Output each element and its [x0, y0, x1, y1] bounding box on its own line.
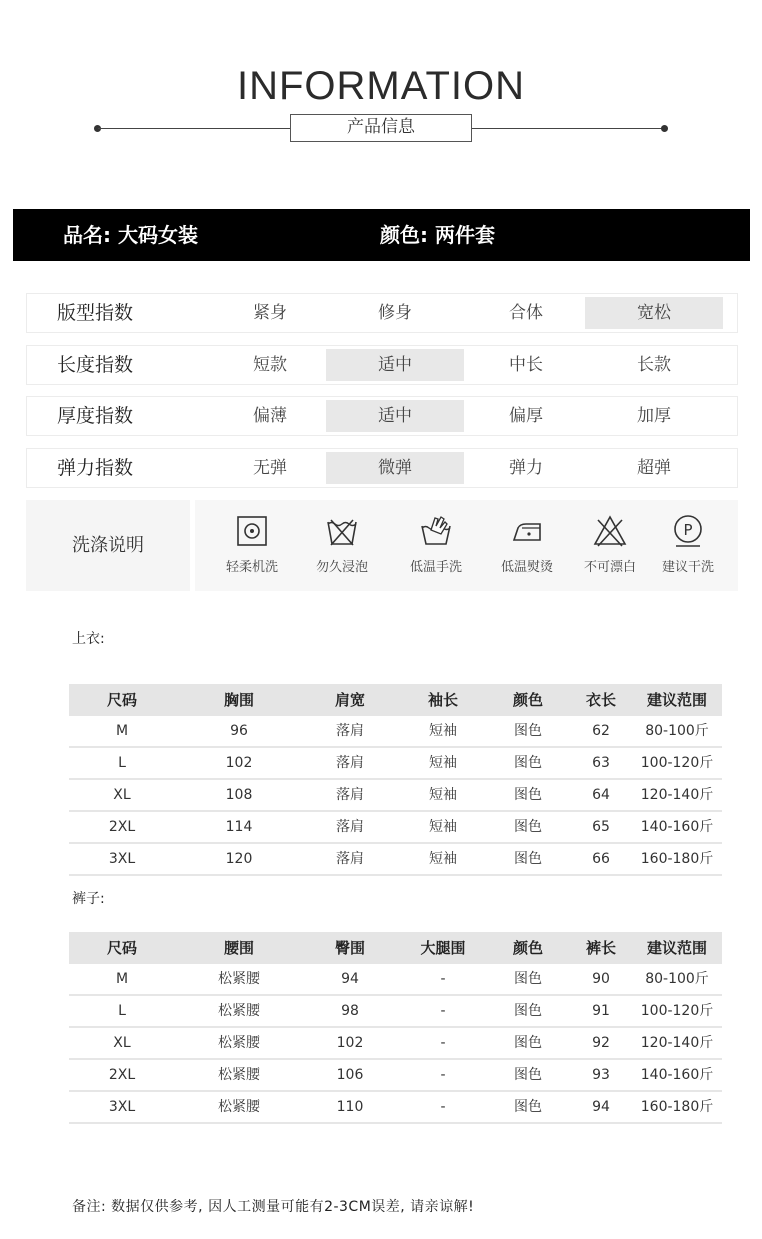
index-option-selected: 适中: [326, 400, 464, 432]
table-row: [69, 1092, 722, 1124]
index-label: 长度指数: [57, 354, 134, 376]
index-option: 合体: [509, 303, 543, 323]
table-cell: 图色: [514, 1003, 542, 1019]
table-cell: 120-140斤: [640, 1035, 714, 1051]
table-cell: 120-140斤: [640, 787, 714, 803]
index-label: 弹力指数: [57, 457, 134, 479]
table-row: [69, 780, 722, 812]
table-cell: 80-100斤: [645, 971, 709, 987]
wash-label-box: [26, 500, 190, 591]
table-cell: 2XL: [108, 1067, 136, 1083]
column-header: 颜色: [512, 939, 543, 957]
dry-clean-icon: [671, 514, 705, 548]
table-cell: 落肩: [336, 787, 364, 803]
index-option: 无弹: [253, 458, 287, 478]
no-bleach-icon: [593, 514, 627, 548]
column-header: 建议范围: [646, 939, 707, 957]
column-header: 颜色: [512, 691, 543, 709]
table-cell: 松紧腰: [218, 1099, 260, 1115]
table-cell: 108: [225, 787, 253, 803]
info-subtitle: 产品信息: [290, 114, 472, 142]
column-header: 尺码: [106, 691, 137, 709]
table-cell: 3XL: [108, 1099, 136, 1115]
table-cell: 短袖: [429, 755, 457, 771]
table-cell: 图色: [514, 787, 542, 803]
column-header: 建议范围: [646, 691, 707, 709]
info-title: INFORMATION: [236, 64, 525, 108]
table-cell: 90: [592, 971, 610, 987]
table-cell: 140-160斤: [640, 819, 714, 835]
table-cell: L: [118, 1003, 126, 1019]
table-cell: 图色: [514, 819, 542, 835]
table-cell: -: [440, 1035, 446, 1051]
table-cell: 落肩: [336, 723, 364, 739]
index-option-selected: 宽松: [585, 297, 723, 329]
column-header: 大腿围: [420, 939, 466, 957]
table-cell: 94: [592, 1099, 610, 1115]
table-cell: 80-100斤: [645, 723, 709, 739]
column-header: 臀围: [334, 939, 365, 957]
wash-item-dry-clean: [643, 500, 733, 591]
table-cell: 120: [225, 851, 253, 867]
table-cell: 松紧腰: [218, 1067, 260, 1083]
wash-item-label: 轻柔机洗: [225, 560, 278, 575]
table-cell: 松紧腰: [218, 971, 260, 987]
table-cell: -: [440, 1099, 446, 1115]
machine-wash-gentle-icon: [235, 514, 269, 548]
table-row: [69, 716, 722, 748]
table-cell: 63: [592, 755, 610, 771]
table-cell: 松紧腰: [218, 1003, 260, 1019]
table-cell: 短袖: [429, 819, 457, 835]
table-cell: 图色: [514, 755, 542, 771]
index-option: 短款: [253, 355, 287, 375]
divider-dot-right: [661, 125, 668, 132]
table-cell: 落肩: [336, 755, 364, 771]
table-cell: 94: [341, 971, 359, 987]
table-cell: 3XL: [108, 851, 136, 867]
table-cell: 140-160斤: [640, 1067, 714, 1083]
column-header: 腰围: [223, 939, 254, 957]
footnote: 备注: 数据仅供参考, 因人工测量可能有2-3CM误差, 请亲谅解!: [72, 1199, 475, 1215]
wash-item-label: 低温手洗: [409, 560, 462, 575]
table-cell: 93: [592, 1067, 610, 1083]
column-header: 衣长: [585, 691, 616, 709]
column-header: 胸围: [223, 691, 254, 709]
table-cell: 91: [592, 1003, 610, 1019]
table-header: [69, 932, 722, 964]
table-cell: XL: [113, 787, 131, 803]
table-cell: 100-120斤: [640, 755, 714, 771]
table-cell: -: [440, 1067, 446, 1083]
wash-item-no-bleach: [565, 500, 655, 591]
table-cell: 短袖: [429, 787, 457, 803]
wash-item-label: 低温熨烫: [500, 560, 553, 575]
table-cell: M: [115, 723, 129, 739]
svg-text:P: P: [683, 521, 693, 539]
table-cell: 100-120斤: [640, 1003, 714, 1019]
table-row: [69, 748, 722, 780]
table-row: [69, 812, 722, 844]
table-cell: 2XL: [108, 819, 136, 835]
table-cell: 图色: [514, 1099, 542, 1115]
wash-icons: [195, 500, 738, 591]
table-cell: 短袖: [429, 723, 457, 739]
table-row: [69, 964, 722, 996]
wash-label: 洗涤说明: [72, 535, 144, 556]
table-cell: -: [440, 1003, 446, 1019]
table-header: [69, 684, 722, 716]
index-option: 弹力: [509, 458, 543, 478]
no-soak-icon: [325, 514, 359, 548]
product-bar: [13, 209, 750, 261]
table-cell: 图色: [514, 1067, 542, 1083]
table-cell: 图色: [514, 723, 542, 739]
index-option: 超弹: [637, 458, 671, 478]
index-option: 加厚: [637, 406, 671, 426]
table-cell: 落肩: [336, 819, 364, 835]
wash-item-label: 建议干洗: [661, 560, 714, 575]
table-row: [69, 996, 722, 1028]
index-row: [26, 345, 738, 385]
table-cell: 98: [341, 1003, 359, 1019]
table-cell: 图色: [514, 971, 542, 987]
divider-line-left: [98, 128, 290, 129]
low-iron-icon: [510, 514, 544, 548]
table-cell: 62: [592, 723, 610, 739]
wash-item-label: 勿久浸泡: [315, 560, 368, 575]
wash-item-gentle: [207, 500, 297, 591]
table-cell: 160-180斤: [640, 851, 714, 867]
table-cell: 160-180斤: [640, 1099, 714, 1115]
table-cell: 102: [225, 755, 253, 771]
table-cell: 64: [592, 787, 610, 803]
index-label: 版型指数: [57, 302, 134, 324]
index-option: 长款: [637, 355, 671, 375]
index-option: 修身: [378, 303, 412, 323]
table-cell: 图色: [514, 851, 542, 867]
index-row: [26, 396, 738, 436]
table-cell: 松紧腰: [218, 1035, 260, 1051]
hand-wash-icon: [419, 514, 453, 548]
table-row: [69, 844, 722, 876]
table-cell: 106: [336, 1067, 364, 1083]
table-cell: -: [440, 971, 446, 987]
index-row: [26, 448, 738, 488]
table-cell: 96: [230, 723, 248, 739]
index-option: 偏薄: [253, 406, 287, 426]
index-option: 紧身: [253, 303, 287, 323]
column-header: 尺码: [106, 939, 137, 957]
table-cell: XL: [113, 1035, 131, 1051]
index-option: 偏厚: [509, 406, 543, 426]
wash-item-low-iron: [482, 500, 572, 591]
product-name: 品名: 大码女装: [63, 223, 198, 247]
wash-item-hand-wash: [391, 500, 481, 591]
table-cell: 114: [225, 819, 253, 835]
wash-item-no-soak: [297, 500, 387, 591]
index-label: 厚度指数: [57, 405, 134, 427]
column-header: 裤长: [585, 939, 616, 957]
table-cell: M: [115, 971, 129, 987]
table-cell: 落肩: [336, 851, 364, 867]
table-cell: 66: [592, 851, 610, 867]
table-cell: 102: [336, 1035, 364, 1051]
pants-table-label: 裤子:: [72, 891, 105, 907]
column-header: 袖长: [427, 691, 458, 709]
index-option-selected: 适中: [326, 349, 464, 381]
table-row: [69, 1060, 722, 1092]
table-cell: 图色: [514, 1035, 542, 1051]
table-cell: 短袖: [429, 851, 457, 867]
column-header: 肩宽: [334, 691, 365, 709]
product-color: 颜色: 两件套: [380, 223, 495, 247]
index-option-selected: 微弹: [326, 452, 464, 484]
top-table-label: 上衣:: [72, 631, 105, 647]
table-cell: L: [118, 755, 126, 771]
index-option: 中长: [509, 355, 543, 375]
index-row: [26, 293, 738, 333]
wash-item-label: 不可漂白: [583, 560, 636, 575]
table-row: [69, 1028, 722, 1060]
divider-line-right: [472, 128, 664, 129]
table-cell: 110: [336, 1099, 364, 1115]
table-cell: 92: [592, 1035, 610, 1051]
table-cell: 65: [592, 819, 610, 835]
